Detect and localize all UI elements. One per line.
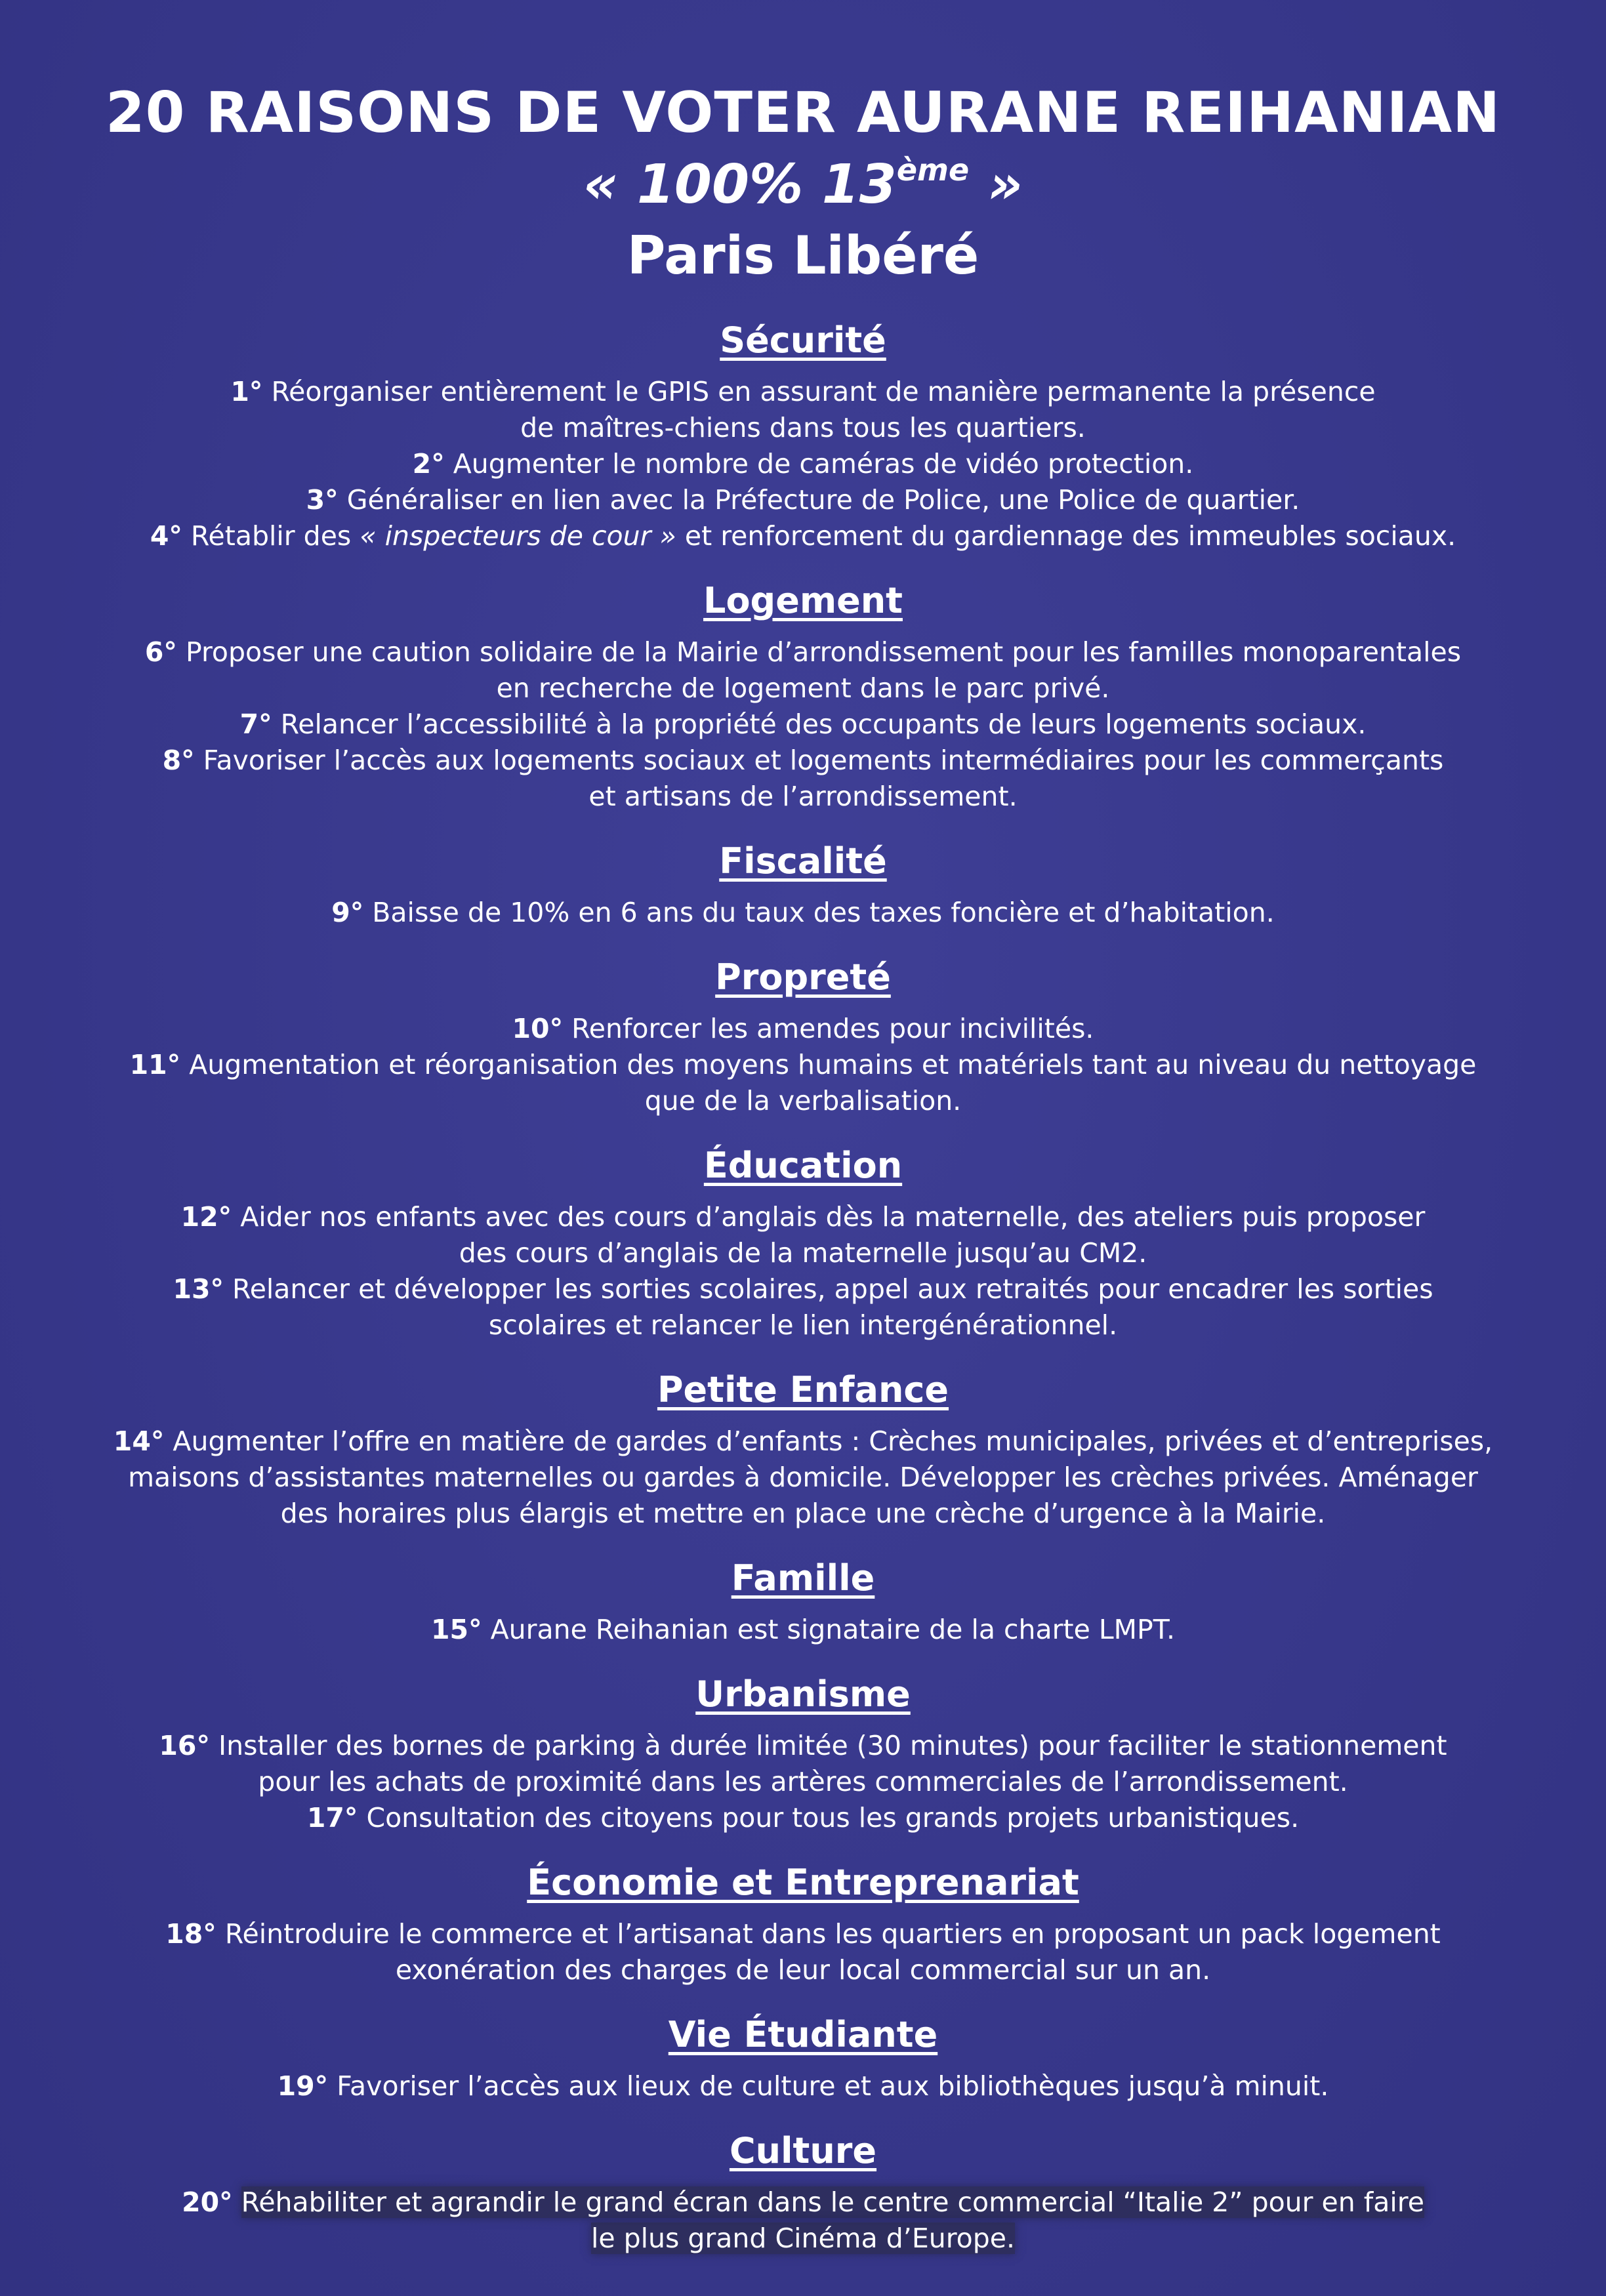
- item-text: Renforcer les amendes pour incivilités.: [571, 1013, 1094, 1044]
- section-9: [0, 2013, 1606, 2104]
- item-number: 7°: [239, 708, 272, 740]
- section-3: [0, 956, 1606, 1119]
- section-1: [0, 579, 1606, 815]
- item-text: Augmenter l’offre en matière de gardes d’enfants : Crèches municipales, privées et d’entreprises,: [173, 1425, 1493, 1457]
- list-item: [35, 1011, 1571, 1047]
- section-8: [0, 1861, 1606, 1988]
- item-text: pour les achats de proximité dans les artères commerciales de l’arrondissement.: [258, 1766, 1348, 1797]
- item-number: 2°: [412, 448, 445, 480]
- list-item: [35, 743, 1571, 815]
- item-text: scolaires et relancer le lien intergénérationnel.: [488, 1309, 1118, 1341]
- item-text: Favoriser l’accès aux lieux de culture et aux bibliothèques jusqu’à minuit.: [337, 2070, 1329, 2102]
- section-heading: Logement: [703, 580, 903, 621]
- list-item: [35, 707, 1571, 743]
- list-item: [35, 1728, 1571, 1800]
- item-text: des cours d’anglais de la maternelle jusqu’au CM2.: [459, 1237, 1147, 1269]
- list-item: [35, 1271, 1571, 1343]
- item-number: 9°: [331, 897, 364, 928]
- item-text: Baisse de 10% en 6 ans du taux des taxes foncière et d’habitation.: [372, 897, 1275, 928]
- item-number: 17°: [306, 1802, 358, 1834]
- item-number: 1°: [230, 376, 263, 407]
- section-5: [0, 1368, 1606, 1532]
- item-text: et renforcement du gardiennage des immeubles sociaux.: [676, 520, 1456, 552]
- flyer-title: 20 RAISONS DE VOTER AURANE REIHANIAN: [105, 80, 1501, 146]
- slogan-superscript: ème: [896, 152, 970, 188]
- item-text: Proposer une caution solidaire de la Mairie d’arrondissement pour les familles monoparentales: [185, 636, 1462, 668]
- item-text: Installer des bornes de parking à durée limitée (30 minutes) pour faciliter le stationnement: [218, 1730, 1447, 1761]
- section-10: [0, 2129, 1606, 2257]
- section-heading: Fiscalité: [719, 840, 887, 882]
- item-number: 3°: [306, 484, 339, 516]
- list-item: [35, 1612, 1571, 1648]
- section-heading: Famille: [731, 1557, 875, 1599]
- item-text: exonération des charges de leur local commercial sur un an.: [395, 1954, 1211, 1986]
- list-item: [35, 1199, 1571, 1271]
- flyer-slogan: [0, 151, 1606, 219]
- item-number: 10°: [512, 1013, 564, 1044]
- item-number: 8°: [162, 745, 195, 776]
- section-2: [0, 840, 1606, 931]
- section-6: [0, 1557, 1606, 1648]
- item-text: des horaires plus élargis et mettre en place une crèche d’urgence à la Mairie.: [280, 1498, 1326, 1529]
- list-item: [35, 482, 1571, 518]
- section-heading: Propreté: [715, 956, 891, 998]
- section-7: [0, 1673, 1606, 1836]
- list-item: [35, 518, 1571, 554]
- item-text: Relancer l’accessibilité à la propriété des occupants de leurs logements sociaux.: [280, 708, 1367, 740]
- list-item: [35, 1047, 1571, 1119]
- flyer-subtitle: Paris Libéré: [627, 225, 979, 286]
- list-item: [35, 1800, 1571, 1836]
- item-text: Réhabiliter et agrandir le grand écran dans le centre commercial “Italie 2” pour en faire: [241, 2186, 1424, 2218]
- item-text: que de la verbalisation.: [644, 1085, 962, 1117]
- item-number: 11°: [129, 1049, 181, 1080]
- item-number: 19°: [277, 2070, 329, 2102]
- list-item: [35, 895, 1571, 931]
- section-4: [0, 1144, 1606, 1343]
- item-number: 6°: [144, 636, 177, 668]
- item-text: Rétablir des: [190, 520, 360, 552]
- item-text: Aurane Reihanian est signataire de la charte LMPT.: [490, 1614, 1175, 1645]
- list-item: [35, 1916, 1571, 1988]
- section-heading: Vie Étudiante: [668, 2014, 938, 2055]
- list-item: [35, 2068, 1571, 2104]
- item-text: Réintroduire le commerce et l’artisanat dans les quartiers en proposant un pack logement: [224, 1918, 1441, 1950]
- section-0: [0, 319, 1606, 554]
- flyer-header: [0, 0, 1606, 289]
- list-item: [35, 374, 1571, 446]
- item-text: Augmenter le nombre de caméras de vidéo protection.: [453, 448, 1194, 480]
- item-number: 15°: [431, 1614, 482, 1645]
- item-text: en recherche de logement dans le parc privé.: [496, 672, 1110, 704]
- list-item: [35, 1424, 1571, 1532]
- slogan-close: »: [969, 154, 1023, 216]
- sections-container: [0, 319, 1606, 2257]
- section-heading: Petite Enfance: [657, 1369, 949, 1410]
- item-text: maisons d’assistantes maternelles ou gardes à domicile. Développer les crèches privées. Aménager: [128, 1462, 1478, 1493]
- item-text: Augmentation et réorganisation des moyens humains et matériels tant au niveau du nettoyage: [189, 1049, 1477, 1080]
- section-heading: Économie et Entreprenariat: [527, 1862, 1079, 1903]
- item-number: 12°: [180, 1201, 232, 1233]
- item-number: 13°: [173, 1273, 224, 1305]
- item-number: 16°: [159, 1730, 210, 1761]
- slogan-open: « 100% 13: [583, 154, 897, 216]
- section-heading: Urbanisme: [695, 1673, 911, 1715]
- item-number: 14°: [113, 1425, 165, 1457]
- item-text: Consultation des citoyens pour tous les grands projets urbanistiques.: [366, 1802, 1300, 1834]
- list-item: [35, 2184, 1571, 2257]
- section-heading: Culture: [729, 2130, 877, 2171]
- item-text: Aider nos enfants avec des cours d’anglais dès la maternelle, des ateliers puis proposer: [240, 1201, 1426, 1233]
- item-number: 4°: [150, 520, 182, 552]
- item-number: 20°: [182, 2186, 233, 2218]
- item-text: Favoriser l’accès aux logements sociaux et logements intermédiaires pour les commerçants: [203, 745, 1444, 776]
- item-text: Relancer et développer les sorties scolaires, appel aux retraités pour encadrer les sorties: [232, 1273, 1433, 1305]
- item-number: 18°: [165, 1918, 216, 1950]
- section-heading: Éducation: [703, 1145, 903, 1186]
- item-text: Réorganiser entièrement le GPIS en assurant de manière permanente la présence: [271, 376, 1376, 407]
- list-item: [35, 634, 1571, 707]
- item-text: le plus grand Cinéma d’Europe.: [590, 2223, 1016, 2254]
- item-text: Généraliser en lien avec la Préfecture de Police, une Police de quartier.: [346, 484, 1300, 516]
- item-text-italic: « inspecteurs de cour »: [360, 520, 676, 552]
- item-text: de maîtres-chiens dans tous les quartiers.: [520, 412, 1086, 443]
- list-item: [35, 446, 1571, 482]
- item-text: et artisans de l’arrondissement.: [588, 781, 1018, 812]
- section-heading: Sécurité: [720, 319, 886, 361]
